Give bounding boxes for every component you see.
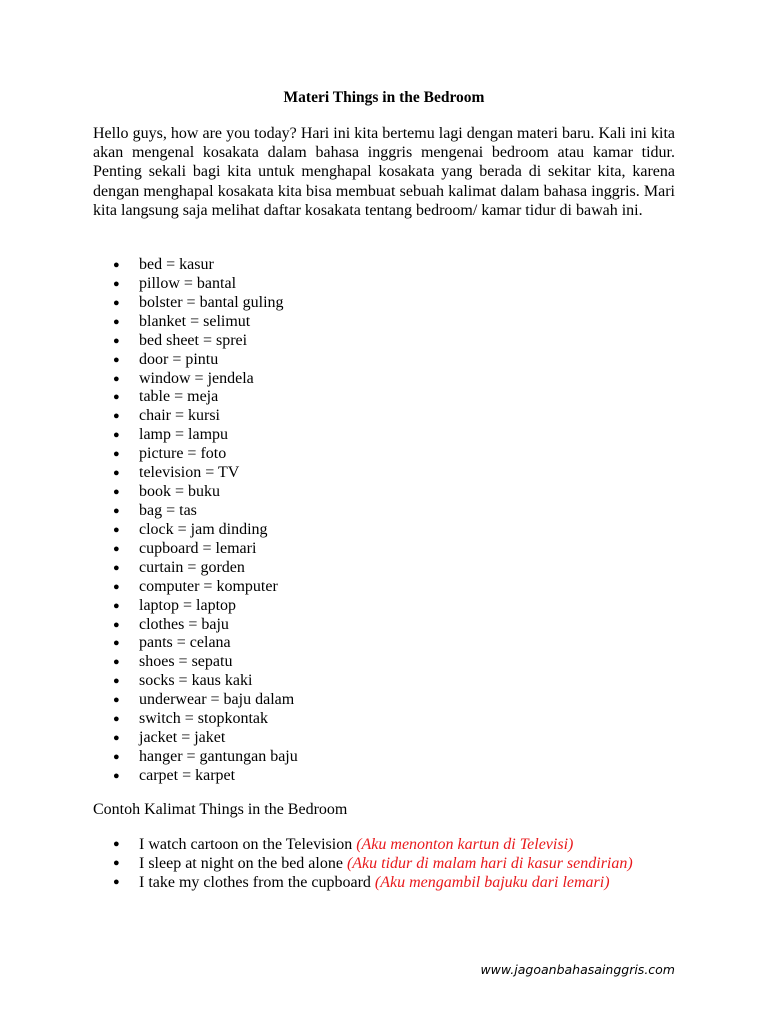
page-title: Materi Things in the Bedroom <box>283 89 485 106</box>
vocabulary-item <box>93 483 675 502</box>
bullet-icon: ● <box>113 857 120 869</box>
example-item <box>93 873 675 892</box>
example-item <box>93 835 675 854</box>
vocabulary-item <box>93 426 675 445</box>
example-translation: (Aku mengambil bajuku dari lemari) <box>374 874 610 891</box>
bullet-icon: ● <box>113 486 120 499</box>
bullet-icon: ● <box>113 618 120 631</box>
vocabulary-text: window = jendela <box>139 369 254 387</box>
vocabulary-text: blanket = selimut <box>139 312 251 330</box>
bullet-icon: ● <box>113 637 120 650</box>
vocabulary-text: laptop = laptop <box>139 596 237 614</box>
vocabulary-text: door = pintu <box>139 350 219 368</box>
bullet-icon: ● <box>113 372 120 385</box>
vocabulary-list <box>93 256 675 786</box>
bullet-icon: ● <box>113 580 120 593</box>
bullet-icon: ● <box>113 448 120 461</box>
vocabulary-text: hanger = gantungan baju <box>139 747 298 765</box>
vocabulary-item <box>93 540 675 559</box>
vocabulary-text: socks = kaus kaki <box>139 672 253 690</box>
bullet-icon: ● <box>113 694 120 707</box>
vocabulary-item <box>93 464 675 483</box>
vocabulary-text: television = TV <box>139 464 240 482</box>
bullet-icon: ● <box>113 599 120 612</box>
vocabulary-item <box>93 653 675 672</box>
bullet-icon: ● <box>113 876 120 888</box>
vocabulary-text: bed = kasur <box>139 256 214 273</box>
vocabulary-item <box>93 559 675 578</box>
example-sentence: I take my clothes from the cupboard <box>139 874 371 891</box>
vocabulary-item <box>93 672 675 691</box>
vocabulary-item <box>93 634 675 653</box>
vocabulary-item <box>93 370 675 389</box>
vocabulary-item <box>93 710 675 729</box>
vocabulary-item <box>93 332 675 351</box>
vocabulary-text: shoes = sepatu <box>139 653 233 671</box>
bullet-icon: ● <box>113 353 120 366</box>
bullet-icon: ● <box>113 504 120 517</box>
bullet-icon: ● <box>113 656 120 669</box>
bullet-icon: ● <box>113 296 120 309</box>
vocabulary-item <box>93 275 675 294</box>
vocabulary-text: computer = komputer <box>139 577 278 595</box>
example-sentence: I sleep at night on the bed alone <box>139 855 343 872</box>
bullet-icon: ● <box>113 315 120 328</box>
vocabulary-text: pants = celana <box>139 634 231 652</box>
bullet-icon: ● <box>113 675 120 688</box>
example-translation: (Aku tidur di malam hari di kasur sendirian) <box>346 855 633 872</box>
vocabulary-text: lamp = lampu <box>139 426 229 444</box>
vocabulary-text: switch = stopkontak <box>139 710 269 728</box>
vocabulary-item <box>93 294 675 313</box>
vocabulary-item <box>93 256 675 275</box>
bullet-icon: ● <box>113 542 120 555</box>
vocabulary-text: cupboard = lemari <box>139 539 257 557</box>
bullet-icon: ● <box>113 838 120 850</box>
vocabulary-text: table = meja <box>139 388 219 406</box>
vocabulary-item <box>93 767 675 786</box>
vocabulary-text: bag = tas <box>139 501 197 519</box>
vocabulary-text: carpet = karpet <box>139 766 236 784</box>
vocabulary-text: chair = kursi <box>139 407 220 425</box>
vocabulary-item <box>93 313 675 332</box>
bullet-icon: ● <box>113 467 120 480</box>
vocabulary-text: pillow = bantal <box>139 274 237 292</box>
bullet-icon: ● <box>113 277 120 290</box>
vocabulary-item <box>93 521 675 540</box>
footer-url[interactable]: www.jagoanbahasainggris.com <box>480 962 675 977</box>
bullet-icon: ● <box>113 259 120 271</box>
bullet-icon: ● <box>113 523 120 536</box>
vocabulary-item <box>93 407 675 426</box>
bullet-icon: ● <box>113 713 120 726</box>
example-sentence: I watch cartoon on the Television <box>139 836 353 853</box>
bullet-icon: ● <box>113 391 120 404</box>
examples-heading: Contoh Kalimat Things in the Bedroom <box>93 801 348 818</box>
bullet-icon: ● <box>113 750 120 763</box>
vocabulary-item <box>93 691 675 710</box>
bullet-icon: ● <box>113 561 120 574</box>
vocabulary-item <box>93 445 675 464</box>
vocabulary-item <box>93 748 675 767</box>
vocabulary-item <box>93 578 675 597</box>
vocabulary-text: clothes = baju <box>139 615 229 633</box>
intro-paragraph: Hello guys, how are you today? Hari ini kita bertemu lagi dengan materi baru. Kali ini kita akan mengenal kosakata dalam bahasa inggris mengenai bedroom atau kamar tidur. Penting sekali bagi kita untuk menghapal kosakata yang berada di sekitar kita, karena dengan menghapal kosakata kita bisa membuat sebuah kalimat dalam bahasa inggris. Mari kita langsung saja melihat daftar kosakata tentang bedroom/ kamar tidur di bawah ini. <box>93 125 675 219</box>
vocabulary-item <box>93 616 675 635</box>
vocabulary-text: underwear = baju dalam <box>139 691 295 709</box>
bullet-icon: ● <box>113 334 120 347</box>
example-translation: (Aku menonton kartun di Televisi) <box>356 836 574 853</box>
bullet-icon: ● <box>113 732 120 745</box>
vocabulary-text: curtain = gorden <box>139 558 245 576</box>
vocabulary-item <box>93 729 675 748</box>
vocabulary-text: book = buku <box>139 483 221 501</box>
bullet-icon: ● <box>113 410 120 423</box>
vocabulary-item <box>93 388 675 407</box>
vocabulary-text: bed sheet = sprei <box>139 331 248 349</box>
vocabulary-item <box>93 502 675 521</box>
bullet-icon: ● <box>113 429 120 442</box>
vocabulary-item <box>93 597 675 616</box>
vocabulary-text: picture = foto <box>139 445 227 463</box>
bullet-icon: ● <box>113 769 120 782</box>
vocabulary-text: clock = jam dinding <box>139 520 268 538</box>
vocabulary-text: bolster = bantal guling <box>139 293 284 311</box>
example-sentence-list <box>93 835 675 892</box>
example-item <box>93 854 675 873</box>
vocabulary-item <box>93 351 675 370</box>
vocabulary-text: jacket = jaket <box>139 729 226 747</box>
